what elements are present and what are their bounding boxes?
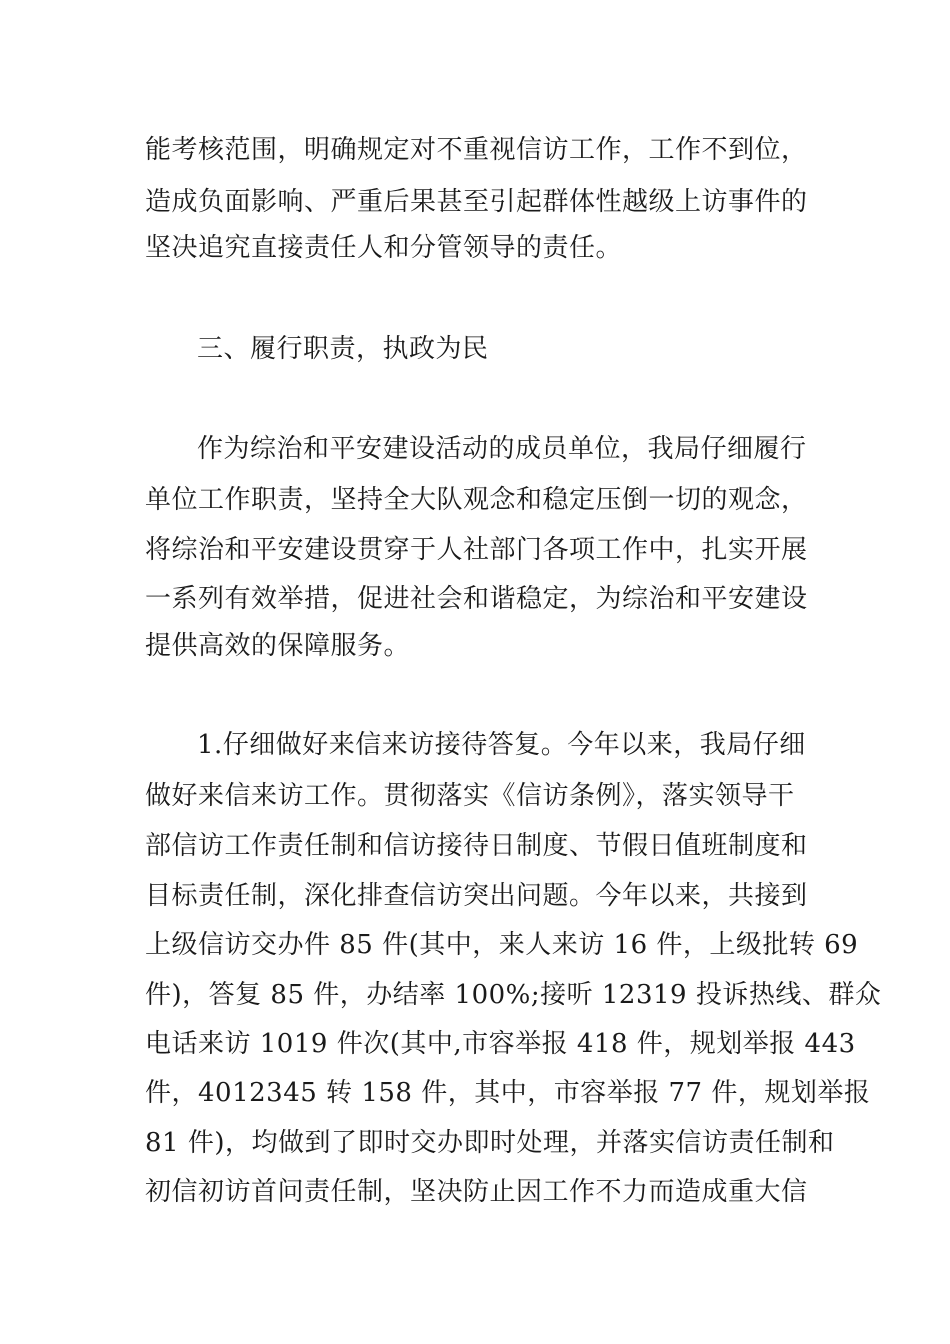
- paragraph-line: 造成负面影响、严重后果甚至引起群体性越级上访事件的: [145, 187, 808, 217]
- paragraph-line: 目标责任制，深化排查信访突出问题。今年以来，共接到: [145, 881, 808, 911]
- paragraph-line: 能考核范围，明确规定对不重视信访工作，工作不到位，: [145, 135, 808, 165]
- paragraph-line: 1.仔细做好来信来访接待答复。今年以来，我局仔细: [197, 730, 806, 760]
- paragraph-line: 件)，答复 85 件，办结率 100%;接听 12319 投诉热线、群众: [145, 980, 882, 1010]
- paragraph-line: 作为综治和平安建设活动的成员单位，我局仔细履行: [197, 434, 807, 464]
- paragraph-line: 初信初访首问责任制，坚决防止因工作不力而造成重大信: [145, 1177, 808, 1207]
- paragraph-line: 提供高效的保障服务。: [145, 631, 411, 661]
- paragraph-line: 单位工作职责，坚持全大队观念和稳定压倒一切的观念，: [145, 485, 808, 515]
- paragraph-line: 件，4012345 转 158 件，其中，市容举报 77 件，规划举报: [145, 1078, 871, 1108]
- paragraph-line: 将综治和平安建设贯穿于人社部门各项工作中，扎实开展: [145, 535, 808, 565]
- paragraph-line: 81 件)，均做到了即时交办即时处理，并落实信访责任制和: [145, 1128, 835, 1158]
- paragraph-line: 坚决追究直接责任人和分管领导的责任。: [145, 233, 623, 263]
- paragraph-line: 做好来信来访工作。贯彻落实《信访条例》，落实领导干: [145, 781, 795, 811]
- paragraph-line: 上级信访交办件 85 件(其中，来人来访 16 件，上级批转 69: [145, 930, 859, 960]
- paragraph-line: 部信访工作责任制和信访接待日制度、节假日值班制度和: [145, 831, 808, 861]
- paragraph-line: 一系列有效举措，促进社会和谐稳定，为综治和平安建设: [145, 584, 808, 614]
- section-heading: 三、履行职责，执政为民: [197, 334, 489, 364]
- paragraph-line: 电话来访 1019 件次(其中,市容举报 418 件，规划举报 443: [145, 1029, 856, 1059]
